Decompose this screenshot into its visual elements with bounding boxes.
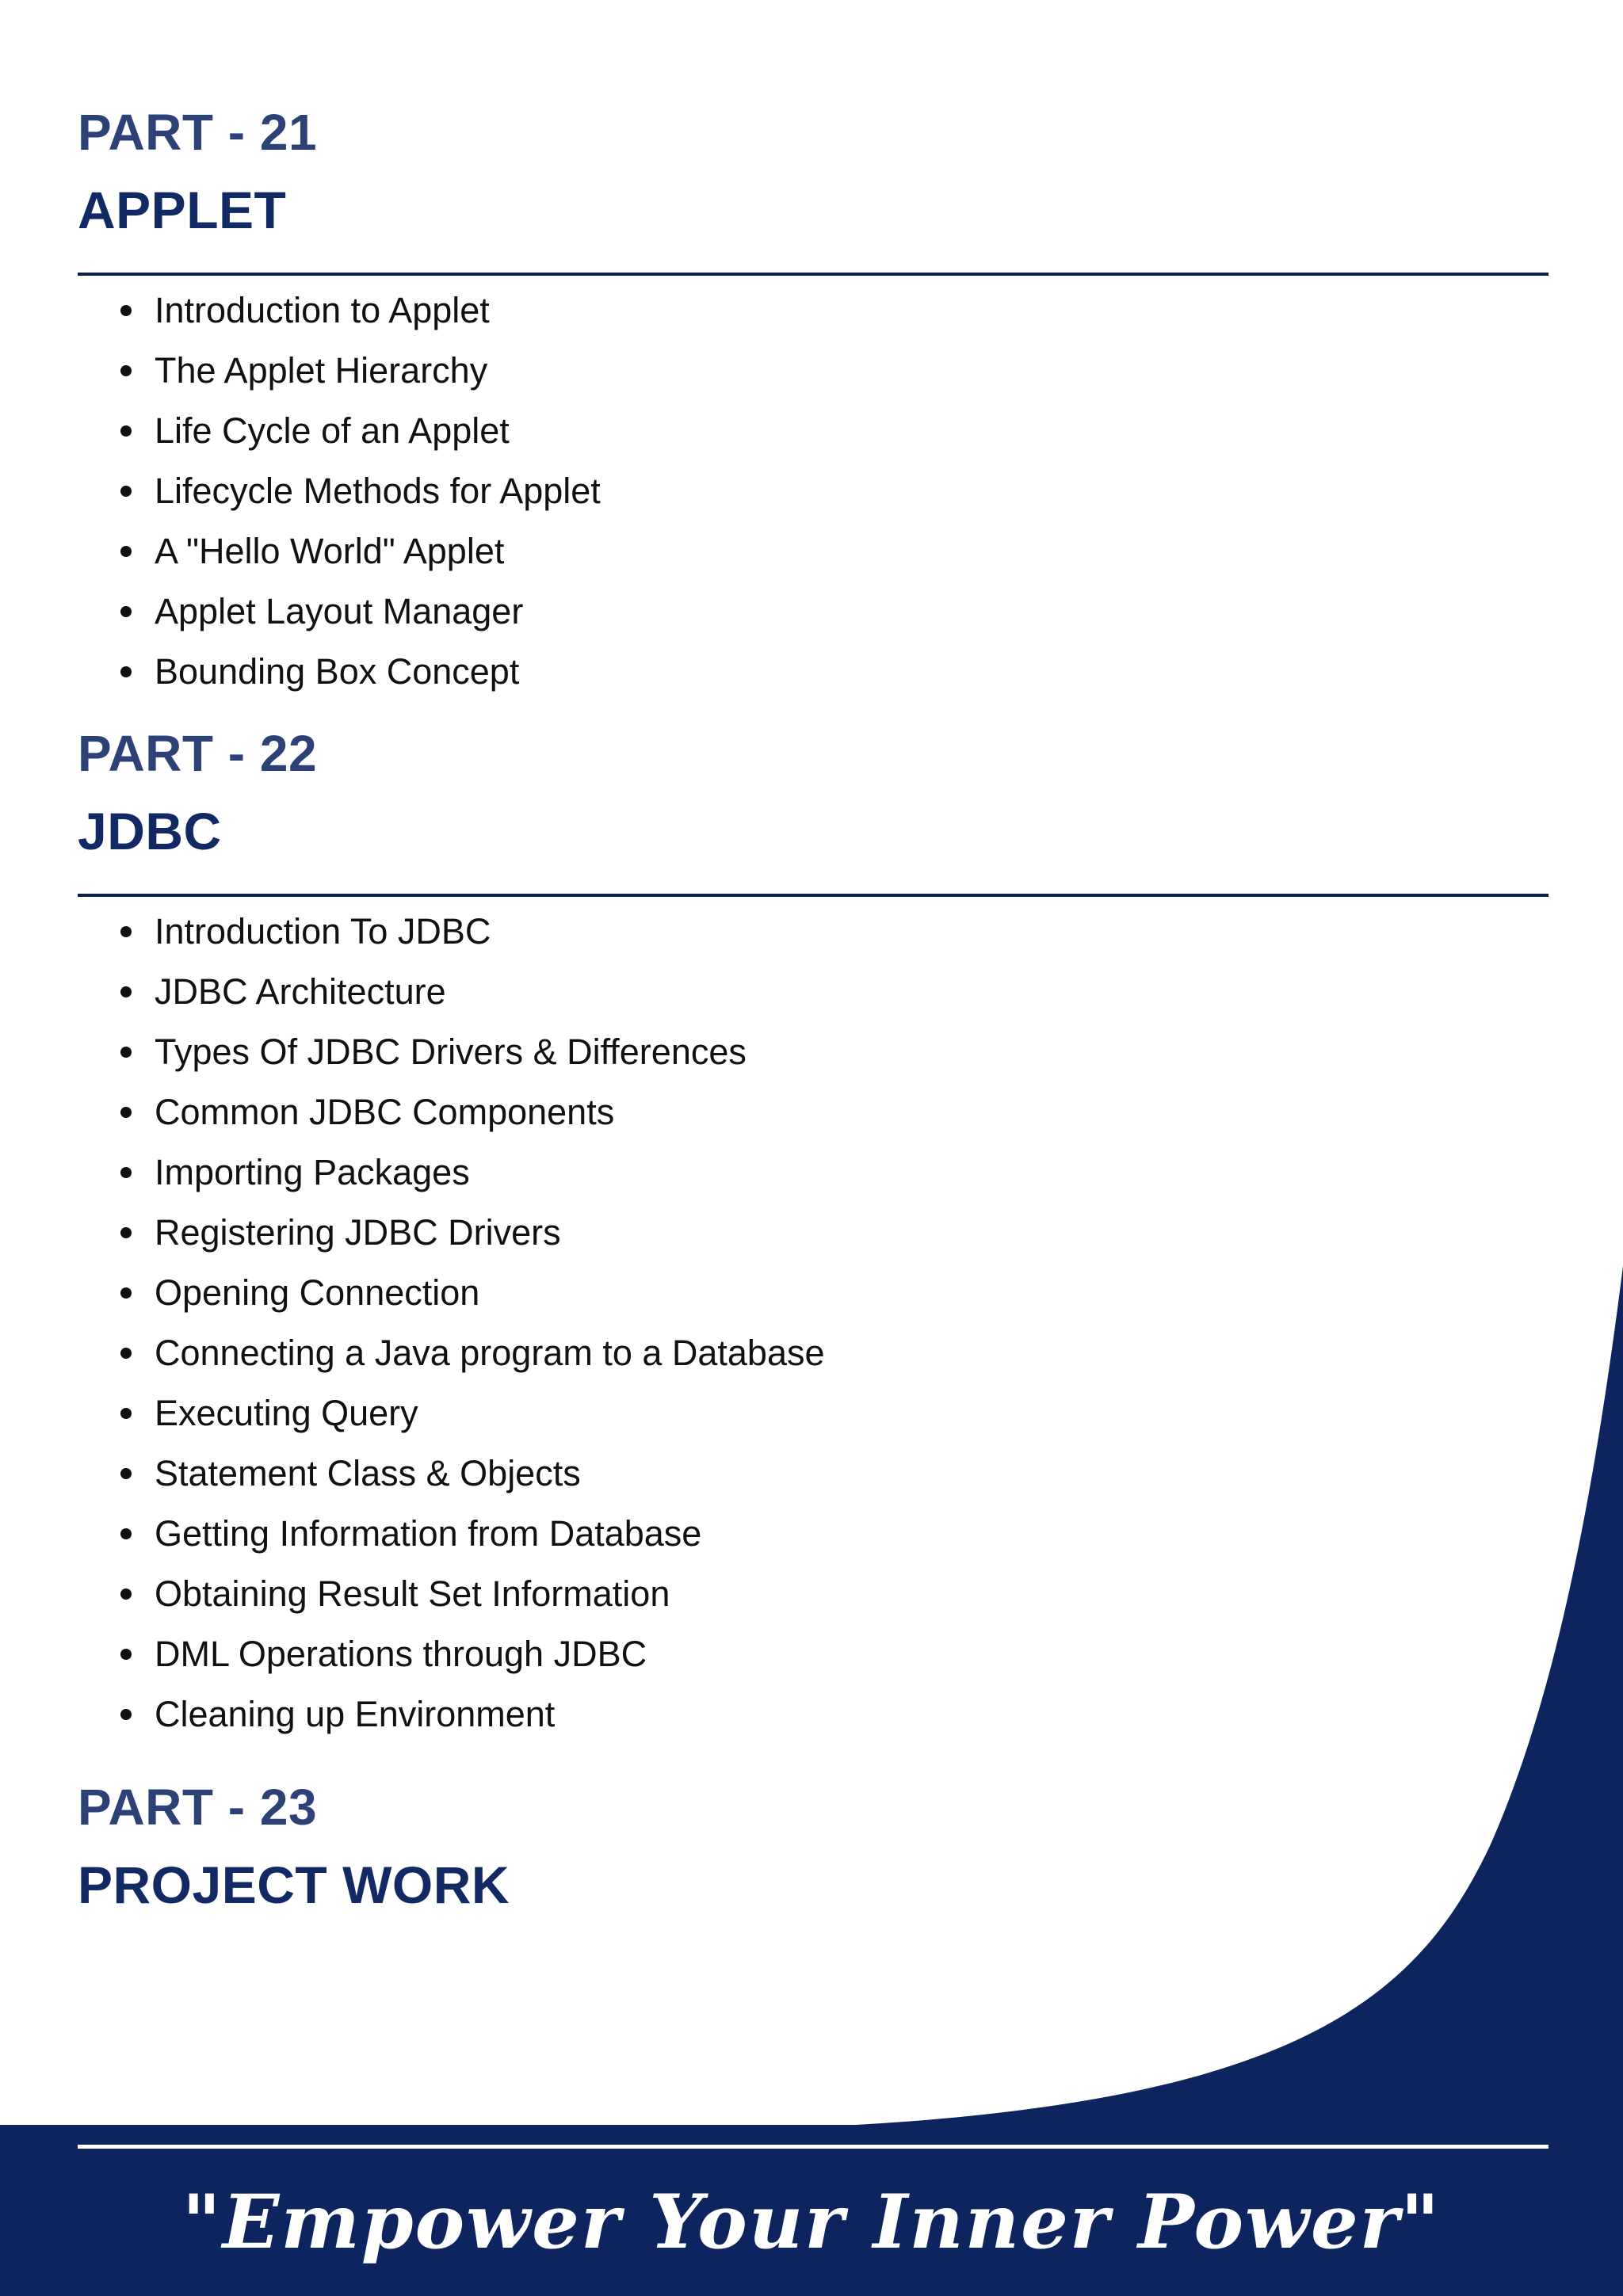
list-item [78, 1383, 1549, 1444]
list-item [78, 1504, 1549, 1564]
bullet-dot-icon [120, 1167, 132, 1178]
section-part-23 [78, 1768, 1549, 1924]
bullet-dot-icon [120, 365, 132, 376]
topic-text: Bounding Box Concept [155, 651, 520, 692]
part-label: PART - 21 [78, 104, 318, 161]
part-title: PROJECT WORK [78, 1855, 510, 1914]
topic-text: Obtaining Result Set Information [155, 1573, 670, 1614]
list-item [78, 1624, 1549, 1684]
bullet-dot-icon [120, 1107, 132, 1118]
topic-text: Common JDBC Components [155, 1092, 615, 1132]
topic-text: Statement Class & Objects [155, 1453, 581, 1493]
topic-text: Cleaning up Environment [155, 1694, 556, 1734]
bullet-dot-icon [120, 1528, 132, 1539]
list-item [78, 401, 1549, 461]
bullet-dot-icon [120, 1227, 132, 1238]
bullet-dot-icon [120, 1468, 132, 1479]
part-label: PART - 23 [78, 1779, 318, 1836]
list-item [78, 1564, 1549, 1624]
topic-text: Types Of JDBC Drivers & Differences [155, 1032, 747, 1072]
bullet-dot-icon [120, 305, 132, 316]
part-label: PART - 22 [78, 725, 318, 782]
list-item [78, 1022, 1549, 1082]
section-part-21 [78, 93, 1549, 702]
bullet-dot-icon [120, 425, 132, 437]
footer-divider [78, 2145, 1549, 2149]
bullet-dot-icon [120, 986, 132, 997]
section-divider [78, 273, 1549, 276]
footer-slogan: "Empower Your Inner Power" [181, 2179, 1442, 2266]
bullet-dot-icon [120, 1348, 132, 1359]
topic-text: Registering JDBC Drivers [155, 1212, 561, 1253]
list-item [78, 461, 1549, 521]
bullet-dot-icon [120, 1649, 132, 1660]
topic-list [78, 902, 1549, 1745]
bullet-dot-icon [120, 1589, 132, 1600]
topic-text: Importing Packages [155, 1152, 470, 1192]
bullet-dot-icon [120, 1709, 132, 1720]
bullet-dot-icon [120, 1408, 132, 1419]
part-title: APPLET [78, 181, 287, 239]
list-item [78, 902, 1549, 962]
topic-text: A "Hello World" Applet [155, 531, 505, 571]
topic-text: Lifecycle Methods for Applet [155, 471, 601, 511]
part-title: JDBC [78, 802, 222, 860]
list-item [78, 962, 1549, 1022]
list-item [78, 280, 1549, 341]
list-item [78, 341, 1549, 401]
topic-list [78, 280, 1549, 702]
topic-text: Life Cycle of an Applet [155, 410, 510, 451]
topic-text: The Applet Hierarchy [155, 350, 488, 391]
bullet-dot-icon [120, 1047, 132, 1058]
topic-text: JDBC Architecture [155, 971, 446, 1012]
list-item [78, 521, 1549, 582]
topic-text: Executing Query [155, 1393, 418, 1433]
list-item [78, 1142, 1549, 1203]
topic-text: DML Operations through JDBC [155, 1634, 647, 1674]
topic-text: Connecting a Java program to a Database [155, 1333, 825, 1373]
bullet-dot-icon [120, 486, 132, 497]
list-item [78, 642, 1549, 702]
list-item [78, 1444, 1549, 1504]
list-item [78, 1323, 1549, 1383]
list-item [78, 1203, 1549, 1263]
bullet-dot-icon [120, 926, 132, 937]
topic-text: Getting Information from Database [155, 1513, 702, 1554]
topic-text: Introduction To JDBC [155, 911, 491, 952]
topic-text: Applet Layout Manager [155, 591, 524, 631]
section-divider [78, 894, 1549, 897]
bullet-dot-icon [120, 666, 132, 677]
list-item [78, 582, 1549, 642]
list-item [78, 1684, 1549, 1745]
bullet-dot-icon [120, 606, 132, 617]
topic-text: Opening Connection [155, 1272, 480, 1313]
list-item [78, 1263, 1549, 1323]
bullet-dot-icon [120, 1287, 132, 1299]
topic-text: Introduction to Applet [155, 290, 490, 330]
bullet-dot-icon [120, 546, 132, 557]
list-item [78, 1082, 1549, 1142]
section-part-22 [78, 715, 1549, 1745]
